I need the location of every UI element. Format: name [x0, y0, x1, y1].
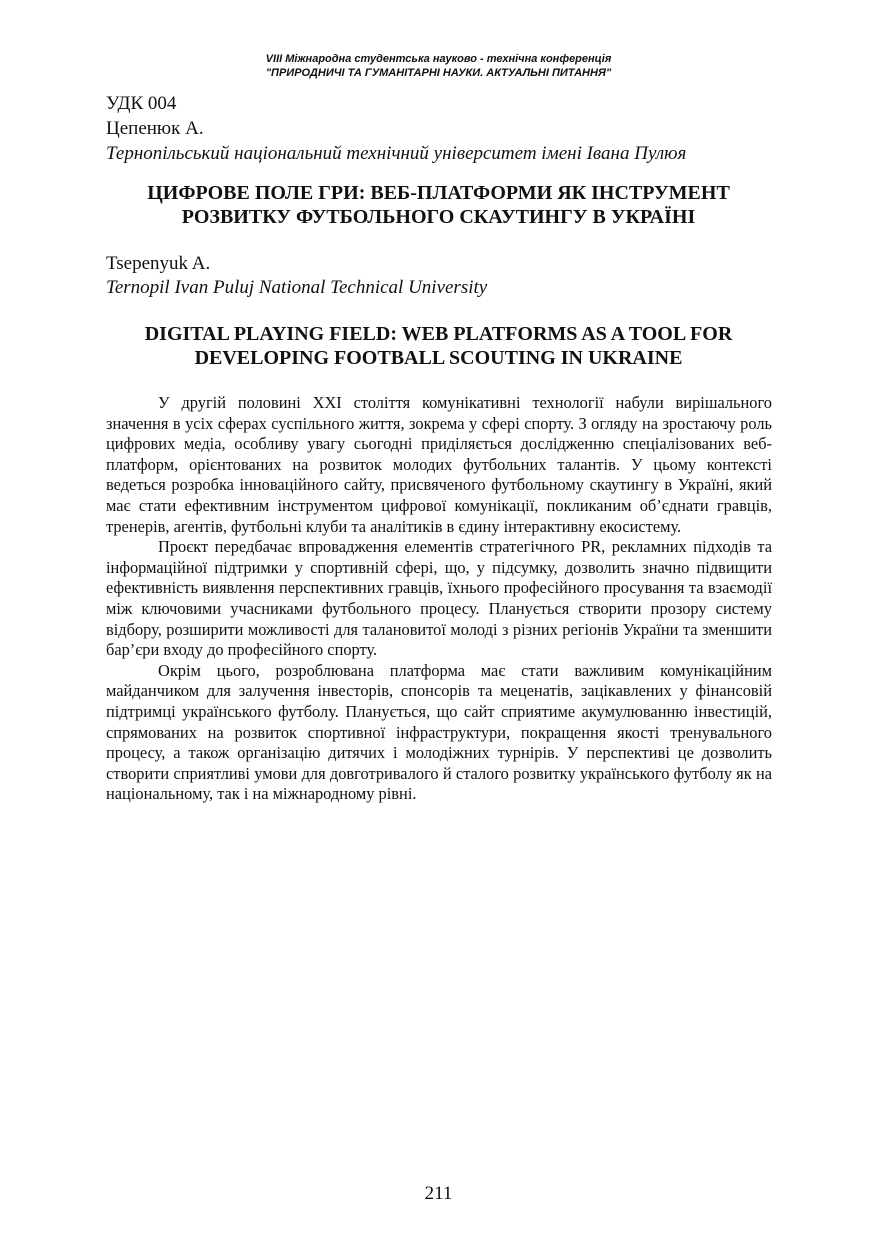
title-en: [60, 322, 817, 370]
page-number: 211: [424, 1183, 453, 1204]
affiliation-ua: Тернопільський національний технічний університет імені Івана Пулюя: [106, 143, 687, 164]
title-ua-line2: РОЗВИТКУ ФУТБОЛЬНОГО СКАУТИНГУ В УКРАЇНІ: [181, 206, 696, 228]
title-ua-line1: ЦИФРОВЕ ПОЛЕ ГРИ: ВЕБ-ПЛАТФОРМИ ЯК ІНСТРУМЕНТ: [147, 182, 730, 204]
title-ua: [60, 181, 817, 229]
affiliation-en: Ternopil Ivan Puluj National Technical University: [106, 277, 488, 298]
paragraph: Окрім цього, розроблювана платформа має стати важливим комунікаційним майданчиком для залучення інвесторів, спонсорів та меценатів, зацікавлених у фінансовій підтримці українського футболу. Планується, що сайт сприятиме акумулюванню інвестицій, спрямованих на розвиток спортивної інфраструктури, покращення якості тренувального процесу, а також організацію дитячих і молодіжних турнірів. У перспективі це дозволить створити сприятливі умови для довготривалого й сталого розвитку українського футболу як на національному, так і на міжнародному рівні.: [106, 660, 772, 804]
udc-code: УДК 004: [106, 93, 177, 114]
title-en-line2: DEVELOPING FOOTBALL SCOUTING IN UKRAINE: [194, 347, 683, 369]
conference-header-line2: "ПРИРОДНИЧІ ТА ГУМАНІТАРНІ НАУКИ. АКТУАЛЬНІ ПИТАННЯ": [265, 67, 612, 79]
author-ua: Цепенюк А.: [106, 118, 204, 139]
paragraph: У другій половині XXI століття комунікативні технології набули вирішального значення в усіх сферах суспільного життя, зокрема у сфері спорту. З огляду на зростаючу роль цифрових медіа, особливу увагу сьогодні приділяється дослідженню спеціалізованих веб-платформ, орієнтованих на розвиток молодих футбольних талантів. У цьому контексті ведеться розробка інноваційного сайту, присвяченого футбольному скаутингу в Україні, який має стати ефективним інструментом цифрової комунікації, покликаним об’єднати гравців, тренерів, агентів, футбольні клуби та аналітиків в єдину інтерактивну екосистему.: [106, 393, 772, 536]
title-en-line1: DIGITAL PLAYING FIELD: WEB PLATFORMS AS A TOOL FOR: [144, 323, 733, 345]
author-en: Tsepenyuk A.: [106, 253, 211, 274]
conference-header: [0, 52, 877, 80]
article-body: [106, 393, 772, 805]
paragraph: Проєкт передбачає впровадження елементів стратегічного PR, рекламних підходів та інформаційної підтримки у спортивній сфері, що, у підсумку, дозволить значно підвищити ефективність виявлення перспективних гравців, їхнього професійного просування та взаємодії між ключовими учасниками футбольного процесу. Планується створити прозору систему відбору, розширити можливості для талановитої молоді з різних регіонів України та зменшити бар’єри входу до професійного спорту.: [106, 537, 772, 660]
conference-header-line1: VIII Міжнародна студентська науково - технічна конференція: [265, 53, 612, 65]
